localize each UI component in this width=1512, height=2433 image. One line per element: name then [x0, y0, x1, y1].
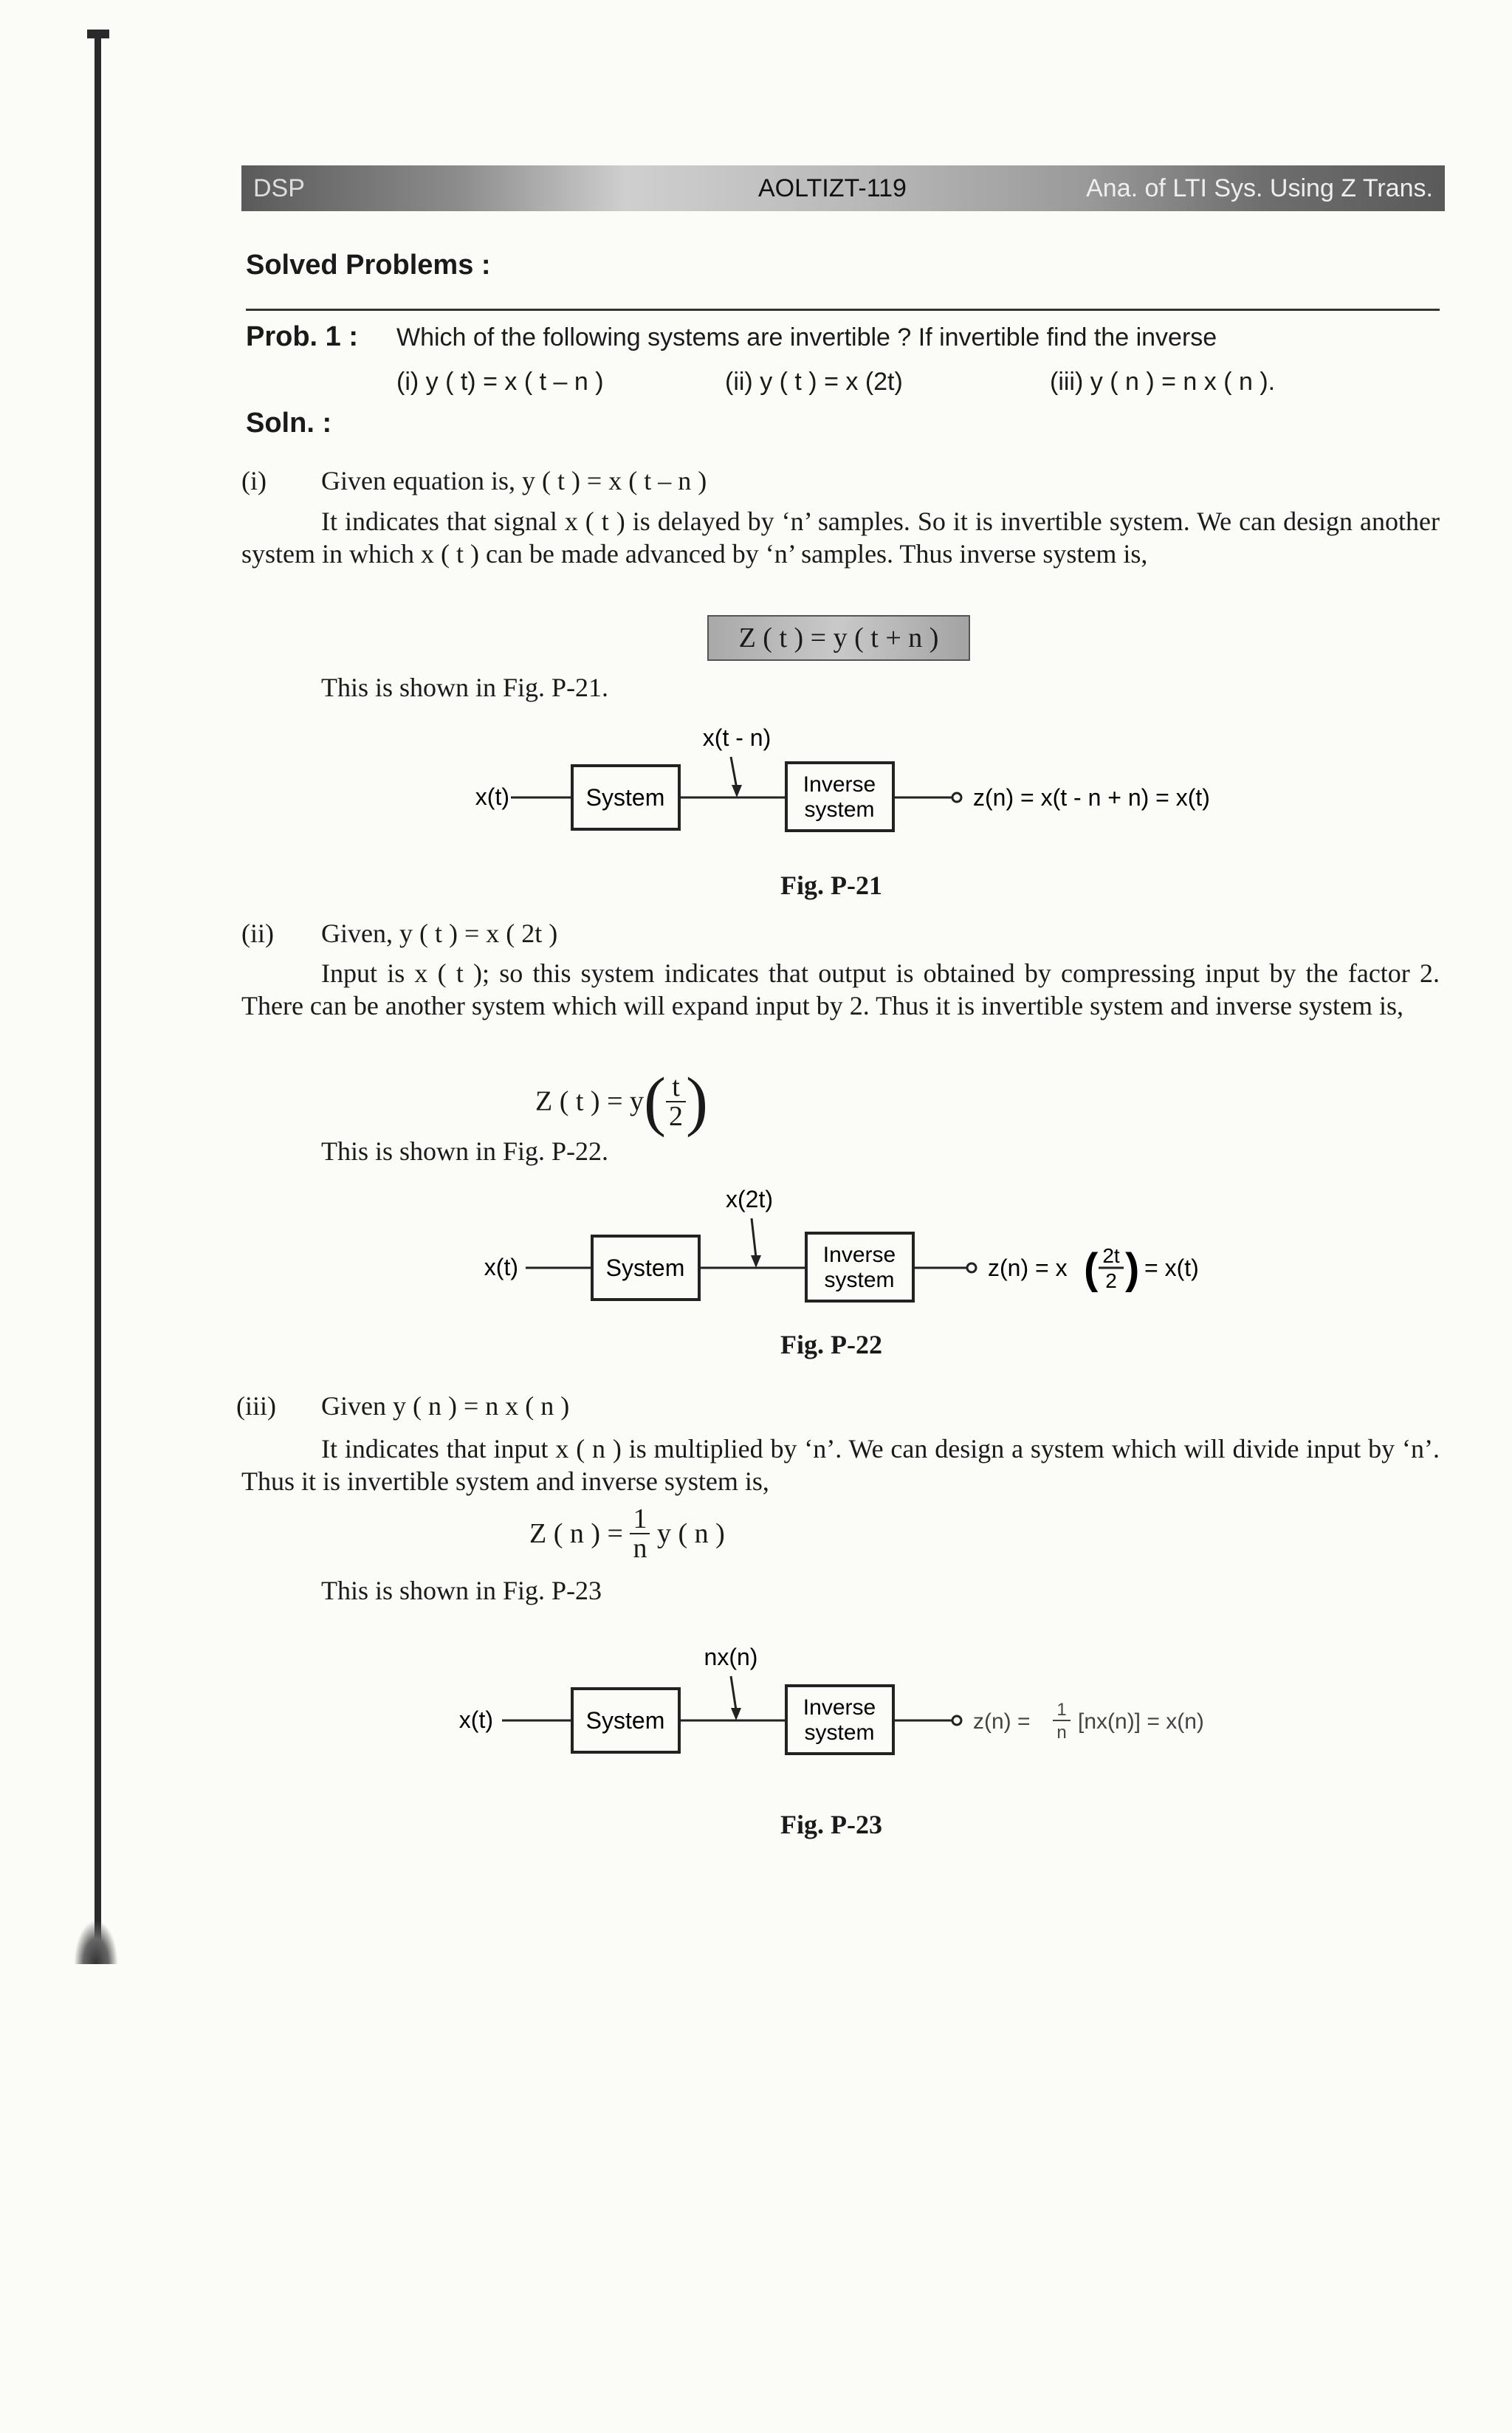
fig22-output-num: 2t	[1102, 1244, 1120, 1267]
part-1-given: Given equation is, y ( t ) = x ( t – n )	[321, 466, 707, 495]
part-3-eq-rhs: y ( n )	[656, 1518, 725, 1549]
fig22-output-prefix: z(n) = x	[988, 1255, 1068, 1281]
fig22-mid-signal: x(2t)	[726, 1186, 773, 1212]
part-2-eq-num: t	[666, 1073, 686, 1102]
fig21-output-label: z(n) = x(t - n + n) = x(t)	[973, 784, 1210, 811]
fig23-arrow-head	[731, 1708, 741, 1720]
part-2-given: Given, y ( t ) = x ( 2t )	[321, 919, 558, 948]
fig23-inverse-label-1: Inverse	[803, 1695, 876, 1720]
fig22-caption: Fig. P-22	[780, 1330, 882, 1359]
part-2-inverse-equation	[535, 1063, 708, 1139]
section-divider	[246, 309, 1440, 311]
problem-option-1: (i) y ( t) = x ( t – n )	[396, 368, 604, 396]
part-1-shown-text: This is shown in Fig. P-21.	[321, 673, 609, 702]
part-2-eq-fraction	[666, 1073, 686, 1130]
binding-bottom	[74, 1920, 118, 1964]
solution-label: Soln. :	[246, 408, 332, 439]
page-header	[241, 165, 1445, 211]
part-2-eq-lhs: Z ( t ) = y	[535, 1085, 645, 1117]
problem-option-3: (iii) y ( n ) = n x ( n ).	[1050, 368, 1276, 396]
problem-option-2: (ii) y ( t ) = x (2t)	[725, 368, 903, 396]
fig23-output-num: 1	[1056, 1700, 1067, 1720]
fig22-output-paren-left: (	[1084, 1245, 1099, 1293]
fig23-mid-signal: nx(n)	[704, 1644, 758, 1670]
binding-spine	[94, 30, 101, 1964]
fig23-arrow-shaft	[731, 1676, 736, 1710]
part-3-eq-num: 1	[630, 1505, 650, 1534]
page-number: AOLTIZT-119	[758, 174, 907, 202]
part-2-shown-text: This is shown in Fig. P-22.	[321, 1136, 609, 1166]
fig22-inverse-label-1: Inverse	[822, 1243, 896, 1267]
fig23-system-label: System	[585, 1707, 665, 1734]
part-2-eq-paren-left: (	[644, 1065, 666, 1138]
problem-question: Which of the following systems are invertible ? If invertible find the inverse	[396, 323, 1217, 351]
fig21-inverse-label-1: Inverse	[803, 772, 876, 797]
fig22-system-label: System	[605, 1255, 685, 1281]
header-left-label: DSP	[253, 174, 305, 202]
fig21-output-terminal	[952, 793, 961, 802]
part-3-number: (iii)	[236, 1391, 276, 1421]
fig22-arrow-shaft	[752, 1218, 756, 1257]
part-2-eq-den: 2	[669, 1100, 683, 1132]
figure-p23	[443, 1639, 1329, 1772]
fig23-output-terminal	[952, 1716, 961, 1725]
fig21-mid-signal: x(t - n)	[702, 724, 772, 751]
part-2-eq-paren-right: )	[686, 1065, 708, 1138]
fig21-input-label: x(t)	[475, 783, 509, 810]
part-1-paragraph	[241, 505, 1440, 570]
part-3-eq-fraction	[630, 1505, 650, 1562]
fig23-input-label: x(t)	[458, 1706, 493, 1733]
fig22-output-suffix: = x(t)	[1144, 1255, 1199, 1281]
fig21-arrow-head	[732, 785, 742, 797]
part-1-number: (i)	[241, 466, 267, 495]
chapter-title: Ana. of LTI Sys. Using Z Trans.	[1086, 174, 1433, 202]
fig23-output-suffix: [nx(n)] = x(n)	[1078, 1709, 1204, 1734]
part-2-paragraph	[241, 957, 1440, 1022]
part-1-paragraph-text: It indicates that signal x ( t ) is delayed by ‘n’ samples. So it is invertible system. We can design another system in which x ( t ) can be made advanced by ‘n’ samples. Thus inverse system is,	[241, 507, 1440, 569]
fig23-output-prefix: z(n) =	[973, 1709, 1031, 1734]
fig22-output-terminal	[967, 1263, 976, 1272]
figure-p21	[443, 720, 1329, 853]
part-3-inverse-equation	[529, 1505, 725, 1562]
part-3-given: Given y ( n ) = n x ( n )	[321, 1391, 570, 1421]
part-3-paragraph-text: It indicates that input x ( n ) is multiplied by ‘n’. We can design a system which will divide input by ‘n’. Thus it is invertible system and inverse system is,	[241, 1434, 1440, 1496]
fig21-arrow-shaft	[731, 757, 737, 789]
fig22-input-label: x(t)	[484, 1254, 518, 1280]
part-3-paragraph	[241, 1432, 1440, 1497]
fig21-caption: Fig. P-21	[780, 871, 882, 900]
figure-p22	[450, 1181, 1336, 1314]
part-3-eq-lhs: Z ( n ) =	[529, 1518, 623, 1549]
section-title: Solved Problems :	[246, 250, 491, 281]
fig22-output-den: 2	[1105, 1269, 1117, 1292]
fig23-inverse-label-2: system	[804, 1720, 875, 1745]
part-2-number: (ii)	[241, 919, 274, 948]
fig23-output-den: n	[1056, 1723, 1067, 1743]
fig22-inverse-label-2: system	[824, 1268, 895, 1292]
part-2-paragraph-text: Input is x ( t ); so this system indicates that output is obtained by compressing input by the factor 2. There can be another system which will expand input by 2. Thus it is invertible system and inverse system is,	[241, 958, 1440, 1020]
part-3-eq-den: n	[633, 1533, 647, 1564]
part-3-shown-text: This is shown in Fig. P-23	[321, 1576, 602, 1605]
fig23-caption: Fig. P-23	[780, 1810, 882, 1839]
fig21-inverse-label-2: system	[804, 797, 875, 822]
fig21-system-label: System	[585, 784, 665, 811]
fig22-arrow-head	[751, 1255, 761, 1268]
fig22-output-paren-right: )	[1125, 1245, 1140, 1293]
part-1-inverse-equation: Z ( t ) = y ( t + n )	[707, 615, 970, 661]
problem-label: Prob. 1 :	[246, 321, 359, 352]
